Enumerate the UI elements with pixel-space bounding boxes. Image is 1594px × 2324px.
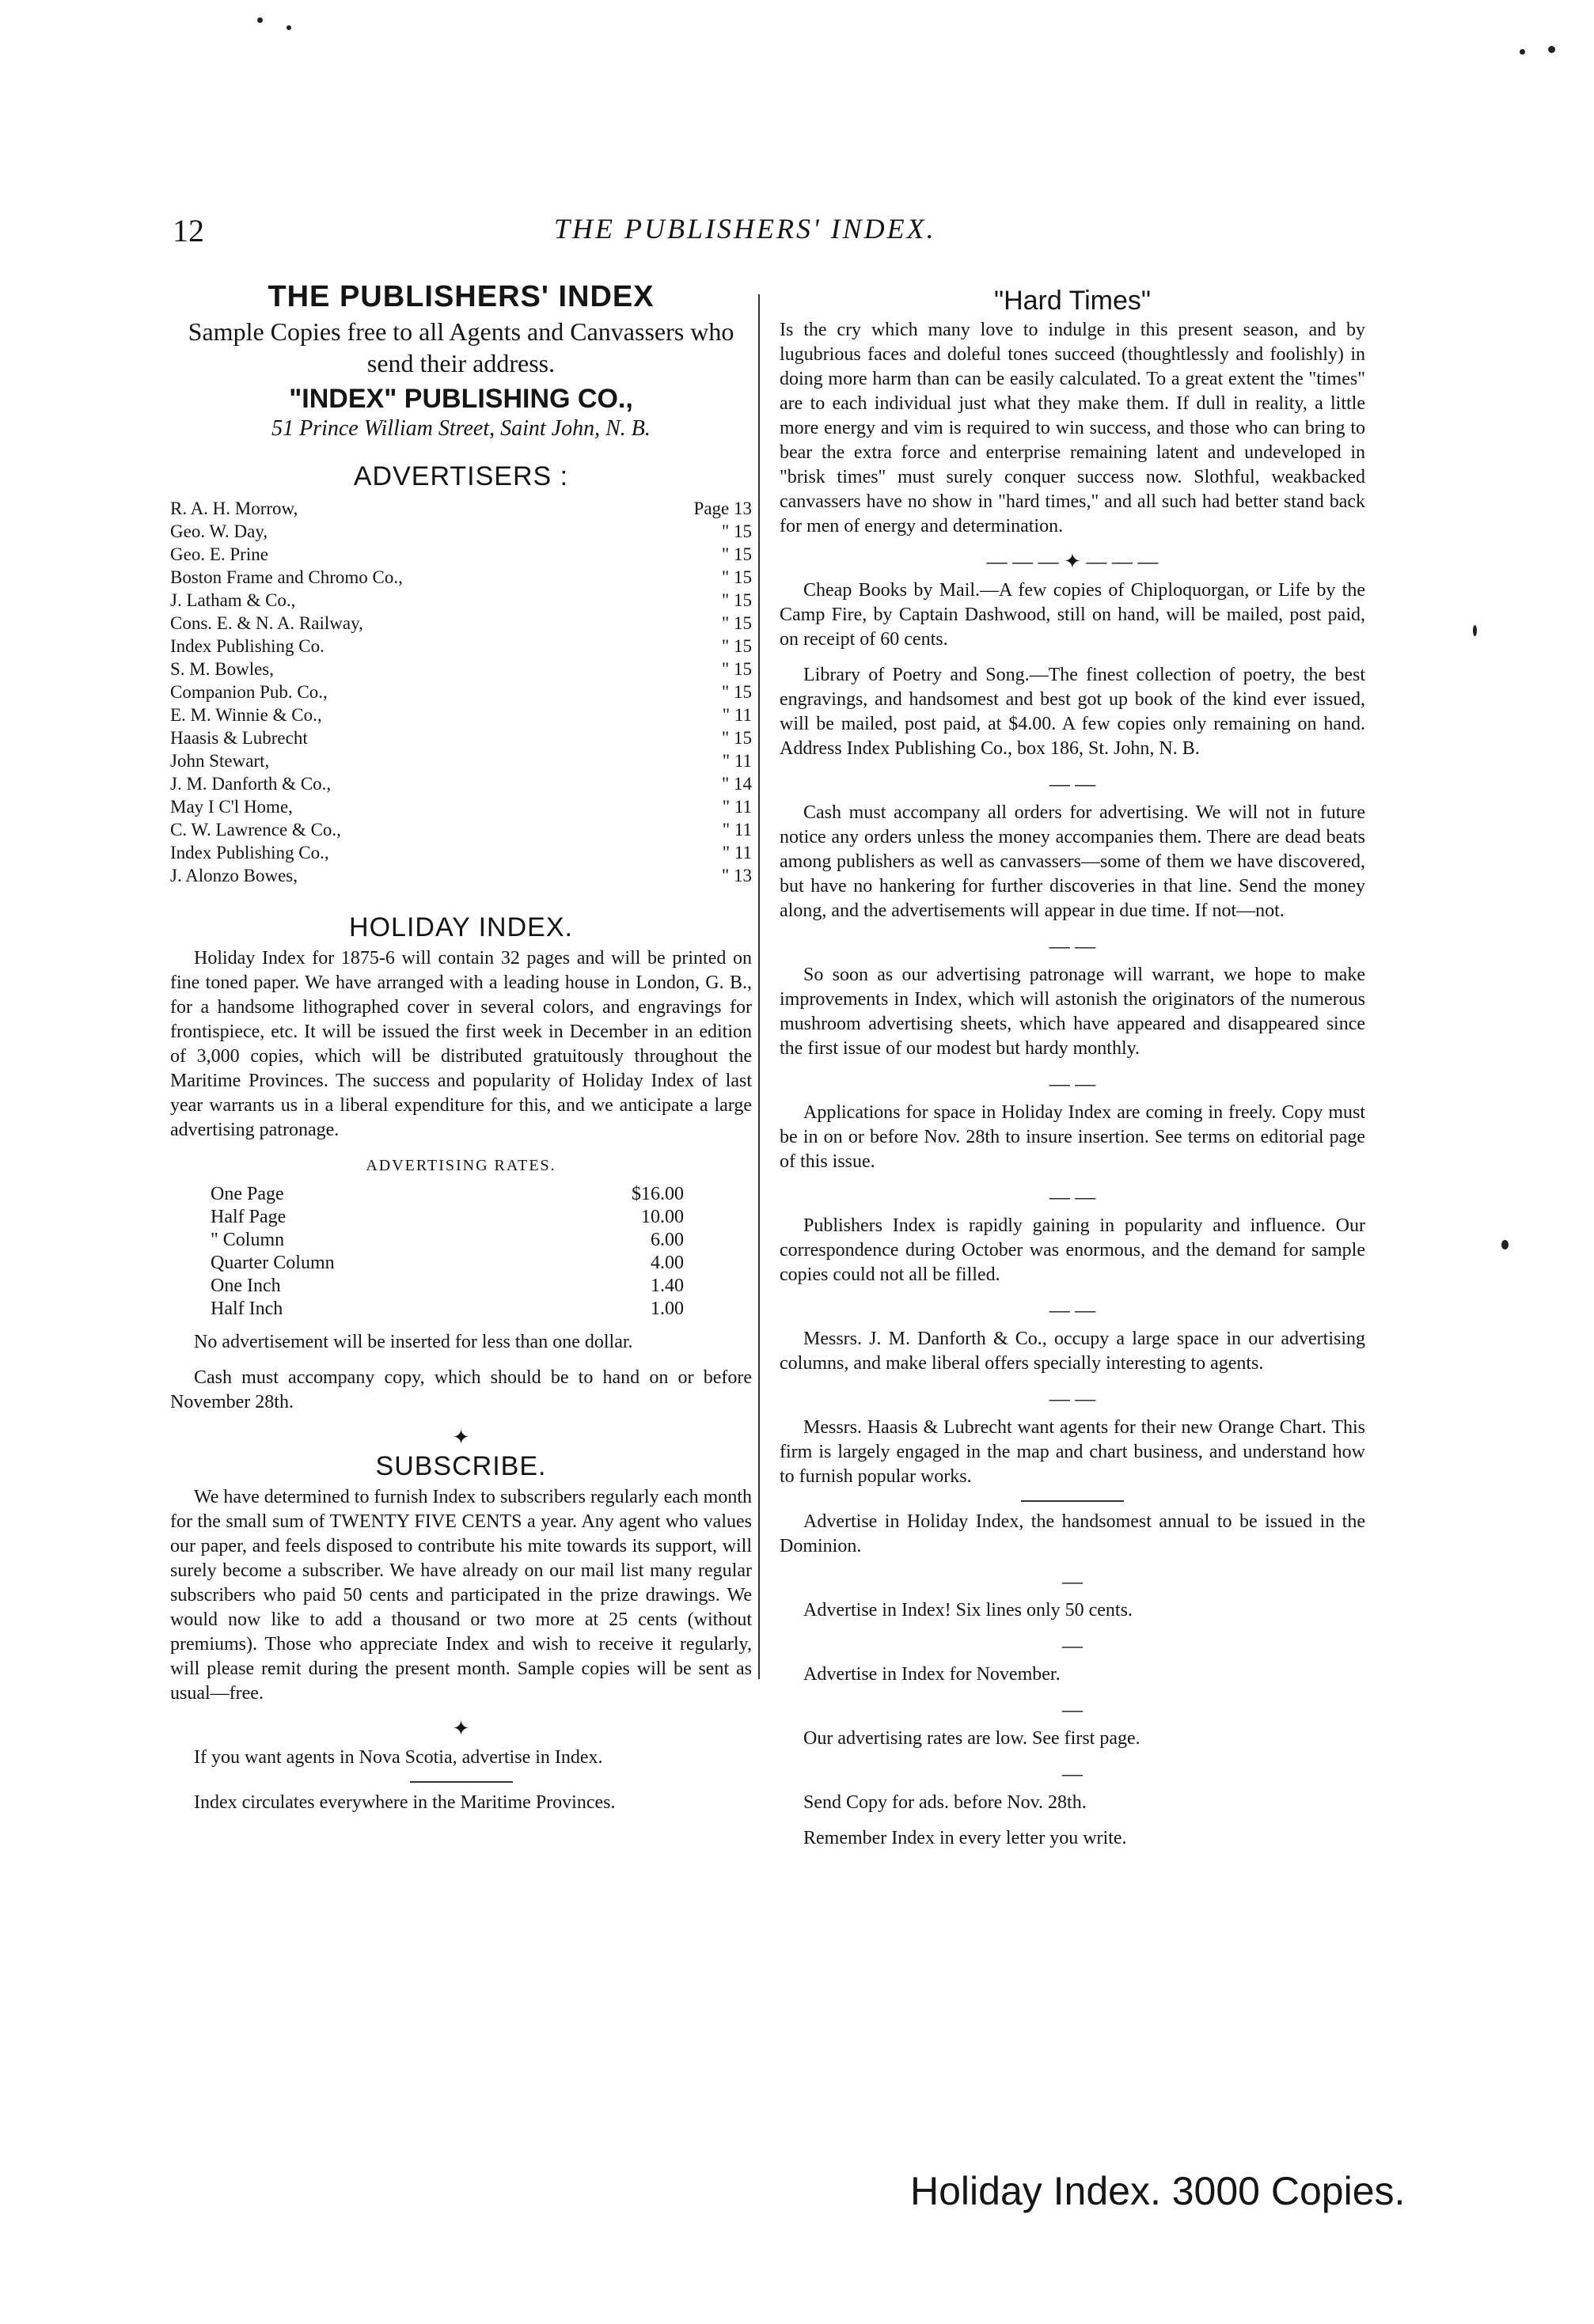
- masthead-address: 51 Prince William Street, Saint John, N. B.: [271, 416, 651, 441]
- advertiser-page: " 15: [721, 728, 752, 748]
- library-note: Library of Poetry and Song.—The finest collection of poetry, the best engravings, and handsomest and best got up book of the kind ever issued, will be mailed, post paid, at $4.00. A few copies only remaining on hand. Address Index Publishing Co., box 186, St. John, N. B.: [780, 665, 1365, 759]
- cash-note: Cash must accompany all orders for advertising. We will not in future notice any orders unless the money accompanies them. There are dead beats among publishers as well as canvassers—some of them we have discovered, but have no hankering for further discoveries in that line. Send the money along, and the advertisements will appear in due time. If not—not.: [780, 802, 1365, 921]
- separator: — —: [1049, 1185, 1096, 1208]
- rate-row: [210, 1206, 685, 1229]
- advertiser-row: [170, 635, 752, 658]
- masthead-company: "INDEX" PUBLISHING CO.,: [289, 384, 633, 414]
- advertiser-name: Index Publishing Co.: [170, 636, 324, 656]
- advertiser-row: [170, 681, 752, 703]
- right-column: [780, 286, 1365, 1862]
- advertiser-row: [170, 726, 752, 749]
- advertisers-table: [170, 497, 752, 887]
- ornament: ✦: [452, 1426, 470, 1449]
- advertiser-page: " 15: [721, 659, 752, 679]
- rate-label: One Page: [211, 1184, 284, 1204]
- scan-speck: [287, 25, 291, 30]
- advertiser-page: " 15: [721, 613, 752, 633]
- rates-table: [210, 1183, 685, 1321]
- advertiser-name: S. M. Bowles,: [170, 659, 274, 679]
- advertiser-page: " 11: [722, 843, 752, 862]
- advertise-holiday-note: Advertise in Holiday Index, the handsomest annual to be issued in the Dominion.: [780, 1511, 1365, 1556]
- advertiser-name: J. Alonzo Bowes,: [170, 866, 298, 885]
- advertiser-page: " 15: [721, 636, 752, 656]
- advertiser-page: " 13: [721, 866, 752, 885]
- scan-speck: [1520, 49, 1525, 55]
- cheap-books-note: Cheap Books by Mail.—A few copies of Chiploquorgan, or Life by the Camp Fire, by Captain Dashwood, still on hand, will be mailed, post paid, on receipt of 60 cents.: [780, 580, 1365, 650]
- rate-value: 10.00: [641, 1207, 684, 1227]
- rate-label: Half Inch: [211, 1298, 283, 1319]
- separator: — —: [1049, 935, 1096, 957]
- advertiser-row: [170, 589, 752, 612]
- holiday-note-cash: Cash must accompany copy, which should be to hand on or before November 28th.: [170, 1367, 752, 1412]
- advertiser-page: " 14: [721, 774, 752, 794]
- advertiser-page: " 11: [722, 751, 752, 771]
- rate-row: [210, 1229, 685, 1252]
- send-copy-note: Send Copy for ads. before Nov. 28th.: [803, 1792, 1087, 1813]
- advertisers-heading: ADVERTISERS :: [353, 461, 569, 491]
- running-title: THE PUBLISHERS' INDEX.: [554, 213, 936, 245]
- rate-label: Half Page: [211, 1207, 287, 1227]
- advertiser-row: [170, 520, 752, 543]
- haasis-note: Messrs. Haasis & Lubrecht want agents for their new Orange Chart. This firm is largely engaged in the map and chart business, and understand how to furnish popular works.: [780, 1417, 1365, 1487]
- so-soon-note: So soon as our advertising patronage will warrant, we hope to make improvements in Index, which will astonish the originators of the numerous mushroom advertising sheets, which have appeared and disappeared since the first issue of our modest but hardy monthly.: [780, 965, 1365, 1059]
- hard-times-title: "Hard Times": [994, 286, 1151, 316]
- rate-value: 1.00: [651, 1298, 684, 1319]
- subscribe-body: We have determined to furnish Index to subscribers regularly each month for the small sum of TWENTY FIVE CENTS a year. Any agent who values our paper, and feels disposed to contribute his mite towards its support, will surely become a subscriber. We have already on our mail list many regular subscribers who paid 50 cents and participated in the prize drawings. We would now like to add a thousand or two more at 25 cents (without premiums). Those who appreciate Index and wish to receive it regularly, will please remit during the present month. Sample copies will be sent as usual—free.: [170, 1487, 752, 1704]
- holiday-stamp: Holiday Index. 3000 Copies.: [910, 2169, 1406, 2213]
- applications-note: Applications for space in Holiday Index are coming in freely. Copy must be in on or before Nov. 28th to insure insertion. See terms on editorial page of this issue.: [780, 1102, 1365, 1172]
- rates-low-note: Our advertising rates are low. See first page.: [803, 1728, 1140, 1749]
- advertiser-row: [170, 612, 752, 635]
- holiday-body: Holiday Index for 1875-6 will contain 32 pages and will be printed on fine toned paper. We have arranged with a leading house in London, G. B., for a handsome lithographed cover in several colors, and engravings for frontispiece, etc. It will be issued the first week in December in an edition of 3,000 copies, which will be distributed gratuitously throughout the Maritime Provinces. The success and popularity of Holiday Index of last year warrants us in a liberal expenditure for this, and we anticipate a large advertising patronage.: [170, 948, 752, 1140]
- advertiser-name: Geo. E. Prine: [170, 544, 268, 564]
- advertiser-name: Geo. W. Day,: [170, 521, 268, 541]
- separator: — —: [1049, 772, 1096, 795]
- separator: — —: [1049, 1072, 1096, 1095]
- november-note: Advertise in Index for November.: [803, 1664, 1061, 1685]
- advertiser-page: " 15: [721, 682, 752, 702]
- advertiser-page: " 15: [721, 567, 752, 587]
- ornament: ✦: [452, 1717, 470, 1740]
- danforth-note: Messrs. J. M. Danforth & Co., occupy a large space in our advertising columns, and make liberal offers specially interesting to agents.: [780, 1329, 1365, 1374]
- advertiser-name: Haasis & Lubrecht: [170, 728, 308, 748]
- advertiser-page: " 11: [722, 705, 752, 725]
- scan-speck: [1501, 1240, 1509, 1249]
- separator: —: [1062, 1762, 1083, 1785]
- advertiser-row: [170, 658, 752, 681]
- nova-scotia-note: If you want agents in Nova Scotia, advertise in Index.: [194, 1747, 603, 1768]
- rate-label: Quarter Column: [211, 1253, 335, 1273]
- rate-value: 1.40: [651, 1276, 684, 1296]
- rate-value: $16.00: [632, 1184, 684, 1204]
- circulates-note: Index circulates everywhere in the Maritime Provinces.: [194, 1792, 616, 1813]
- rates-title: ADVERTISING RATES.: [366, 1157, 556, 1174]
- advertiser-row: [170, 818, 752, 841]
- subscribe-heading: SUBSCRIBE.: [375, 1451, 547, 1481]
- advertiser-page: " 15: [721, 521, 752, 541]
- scan-speck: [1548, 46, 1555, 53]
- rate-row: [210, 1252, 685, 1275]
- ornament: — — — ✦ — — —: [986, 550, 1159, 573]
- advertiser-name: J. M. Danforth & Co.,: [170, 774, 332, 794]
- separator: —: [1062, 1634, 1083, 1657]
- rate-row: [210, 1275, 685, 1298]
- page-number: 12: [173, 213, 204, 248]
- advertiser-name: John Stewart,: [170, 751, 270, 771]
- scan-speck: [1473, 625, 1477, 636]
- six-lines-note: Advertise in Index! Six lines only 50 cents.: [803, 1600, 1133, 1621]
- advertiser-name: Cons. E. & N. A. Railway,: [170, 613, 363, 633]
- advertiser-name: May I C'l Home,: [170, 797, 293, 817]
- advertiser-row: [170, 543, 752, 566]
- advertiser-name: Boston Frame and Chromo Co.,: [170, 567, 403, 587]
- advertiser-name: J. Latham & Co.,: [170, 590, 296, 610]
- advertiser-name: R. A. H. Morrow,: [170, 499, 298, 518]
- advertiser-row: [170, 864, 752, 887]
- separator: — —: [1049, 1387, 1096, 1410]
- advertiser-page: " 15: [721, 590, 752, 610]
- left-column: [170, 280, 752, 1826]
- column-rule: [758, 294, 760, 1679]
- section-rule: [1021, 1500, 1124, 1502]
- advertiser-row: [170, 772, 752, 795]
- advertiser-name: Companion Pub. Co.,: [170, 682, 328, 702]
- advertiser-name: E. M. Winnie & Co.,: [170, 705, 322, 725]
- advertiser-row: [170, 841, 752, 864]
- advertiser-row: [170, 703, 752, 726]
- rate-value: 4.00: [651, 1253, 684, 1273]
- holiday-note-min: No advertisement will be inserted for less than one dollar.: [194, 1332, 633, 1352]
- advertiser-page: " 15: [721, 544, 752, 564]
- separator: — —: [1049, 1298, 1096, 1321]
- publishers-index-note: Publishers Index is rapidly gaining in popularity and influence. Our correspondence during October was enormous, and the demand for sample copies could not all be filled.: [780, 1215, 1365, 1285]
- holiday-heading: HOLIDAY INDEX.: [349, 912, 573, 942]
- remember-note: Remember Index in every letter you write.: [803, 1828, 1127, 1848]
- hard-times-body: Is the cry which many love to indulge in this present season, and by lugubrious faces and doleful tones succeed (thoughtlessly and foolishly) in doing more harm than can be easily calculated. To a great extent the "times" are to each individual just what they make them. If dull in reality, a little more energy and vim is required to win success, and those who can bring to bear the extra force and enterprise remaining latent and undeveloped in "brisk times" must surely conquer success now. Slothful, weakbacked canvassers have no show in "hard times," and all such had better stand back for men of energy and determination.: [780, 320, 1365, 536]
- advertiser-page: Page 13: [693, 499, 752, 518]
- separator: —: [1062, 1698, 1083, 1721]
- advertiser-row: [170, 749, 752, 772]
- advertiser-row: [170, 566, 752, 589]
- rate-row: [210, 1183, 685, 1206]
- advertiser-row: [170, 497, 752, 520]
- rate-value: 6.00: [651, 1230, 684, 1250]
- advertiser-page: " 11: [722, 820, 752, 840]
- masthead-sample-line: Sample Copies free to all Agents and Canvassers who send their address.: [188, 317, 734, 377]
- separator: —: [1062, 1570, 1083, 1593]
- section-rule: [410, 1781, 513, 1783]
- advertiser-name: Index Publishing Co.,: [170, 843, 329, 862]
- rate-label: One Inch: [211, 1276, 281, 1296]
- scan-speck: [257, 17, 263, 23]
- rate-row: [210, 1298, 685, 1321]
- advertiser-page: " 11: [722, 797, 752, 817]
- masthead-title: THE PUBLISHERS' INDEX: [268, 280, 655, 313]
- advertiser-name: C. W. Lawrence & Co.,: [170, 820, 341, 840]
- advertiser-row: [170, 795, 752, 818]
- rate-label: " Column: [211, 1230, 285, 1250]
